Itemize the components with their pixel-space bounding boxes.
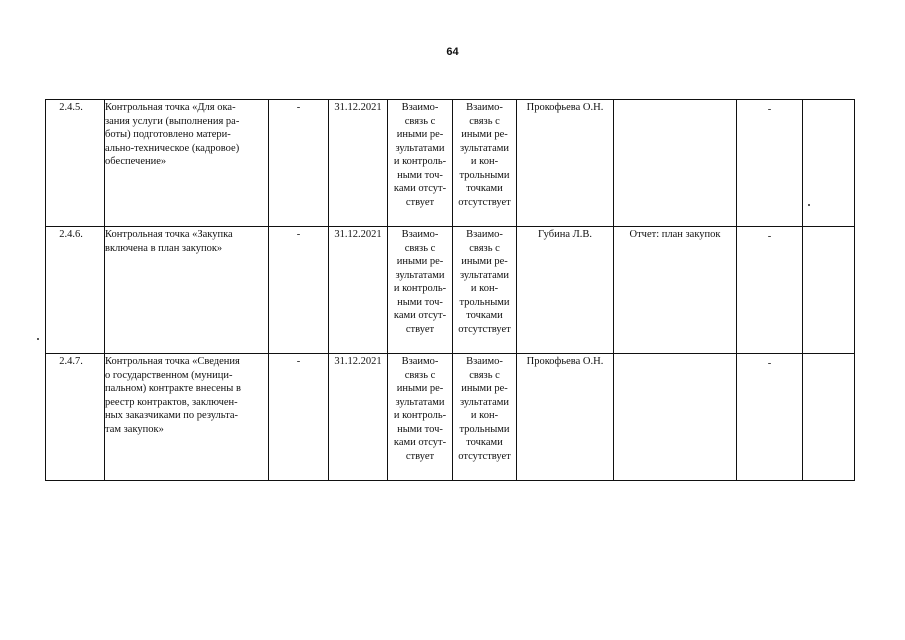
name-line: Контрольная точка «Сведения [105,356,240,367]
scan-speck [37,338,39,340]
end-date-cell: 31.12.2021 [329,227,388,354]
start-date-cell: - [269,227,329,354]
document-cell [614,354,737,481]
relation-cell: Взаимо- связь с иными ре- зультатами и контроль- ными точ- ками отсут- ствует [388,227,453,354]
name-line: пальном) контракте внесены в [105,383,241,394]
row-number: 2.4.7. [46,354,105,481]
notes-cell [803,100,855,227]
scan-speck [808,204,810,206]
name-line: там закупок» [105,423,164,435]
start-date-cell: - [269,354,329,481]
status-cell: - [737,100,803,227]
table-row [46,100,855,227]
notes-cell [803,227,855,354]
responsible-cell: Прокофьева О.Н. [517,354,614,481]
page-number: 64 [446,46,459,58]
name-line: о государственном (муници- [105,369,233,381]
name-line: Контрольная точка «Закупка [105,229,233,240]
start-date-cell: - [269,100,329,227]
table-row [46,227,855,354]
relation-cell: Взаимо- связь с иными ре- зультатами и контроль- ными точ- ками отсут- ствует [388,100,453,227]
relation-cell: Взаимо- связь с иными ре- зультатами и контроль- ными точ- ками отсут- ствует [388,354,453,481]
control-point-name [105,100,269,227]
end-date-cell: 31.12.2021 [329,100,388,227]
control-points-table [45,99,855,481]
end-date-cell: 31.12.2021 [329,354,388,481]
document-cell [614,100,737,227]
name-line: включена в план закупок» [105,242,223,254]
document-cell: Отчет: план закупок [614,227,737,354]
relation-cell: Взаимо- связь с иными ре- зультатами и кон- трольными точками отсутствует [453,100,517,227]
control-point-name [105,227,269,354]
row-number: 2.4.6. [46,227,105,354]
name-line: ных заказчиками по результа- [105,410,239,421]
name-line: боты) подготовлено матери- [105,129,231,140]
row-number: 2.4.5. [46,100,105,227]
status-cell: - [737,354,803,481]
name-line: ально-техническое (кадровое) [105,142,240,154]
table-row [46,354,855,481]
status-cell: - [737,227,803,354]
relation-cell: Взаимо- связь с иными ре- зультатами и кон- трольными точками отсутствует [453,227,517,354]
name-line: Контрольная точка «Для ока- [105,102,236,113]
responsible-cell: Прокофьева О.Н. [517,100,614,227]
name-line: зания услуги (выполнения ра- [105,115,240,127]
responsible-cell: Губина Л.В. [517,227,614,354]
name-line: обеспечение» [105,156,167,167]
control-point-name [105,354,269,481]
notes-cell [803,354,855,481]
relation-cell: Взаимо- связь с иными ре- зультатами и кон- трольными точками отсутствует [453,354,517,481]
name-line: реестр контрактов, заключен- [105,396,238,408]
